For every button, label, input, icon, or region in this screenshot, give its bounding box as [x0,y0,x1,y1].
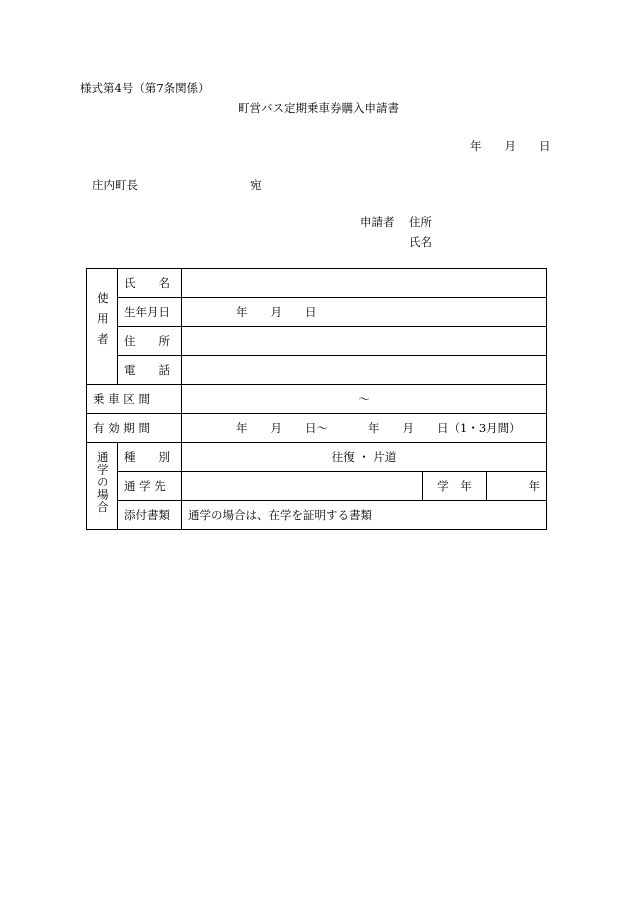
addressee-suffix: 宛 [250,178,262,192]
type-value: 往復 ・ 片道 [331,450,397,464]
attach-label: 添付書類 [118,501,182,530]
name-field[interactable] [182,269,547,298]
route-label: 乗 車 区 間 [87,385,182,414]
application-table [86,268,547,530]
route-field[interactable] [182,385,547,414]
phone-field[interactable] [182,356,547,385]
period-from: 年 月 日～ [236,421,328,435]
school-group-label: 通学の場合 [87,443,118,530]
period-label: 有 効 期 間 [87,414,182,443]
applicant-label: 申請者 [360,215,395,229]
form-title: 町営バス定期乗車券購入申請書 [238,101,399,115]
type-label: 種 別 [118,443,182,472]
date-line: 年 月 日 [470,139,551,153]
name-label: 氏 名 [118,269,182,298]
period-to: 年 月 日（1・3月間） [368,421,521,435]
birth-value: 年 月 日 [236,305,317,319]
phone-label: 電 話 [118,356,182,385]
school-label: 通 学 先 [118,472,182,501]
user-group-label: 使用者 [87,269,118,385]
grade-label: 学 年 [423,472,487,501]
address-label: 住 所 [118,327,182,356]
birth-field[interactable] [182,298,547,327]
grade-value: 年 [528,479,541,493]
applicant-address-label: 住所 [409,215,432,229]
period-field[interactable] [182,414,547,443]
addressee-name: 庄内町長 [92,178,138,192]
grade-field[interactable] [487,472,547,501]
form-number: 様式第4号（第7条関係） [80,81,210,95]
school-field[interactable] [182,472,423,501]
route-value: ～ [358,392,370,406]
attach-value: 通学の場合は、在学を証明する書類 [182,501,547,530]
type-field[interactable] [182,443,547,472]
address-field[interactable] [182,327,547,356]
applicant-name-label: 氏名 [409,235,432,249]
birth-label: 生年月日 [118,298,182,327]
